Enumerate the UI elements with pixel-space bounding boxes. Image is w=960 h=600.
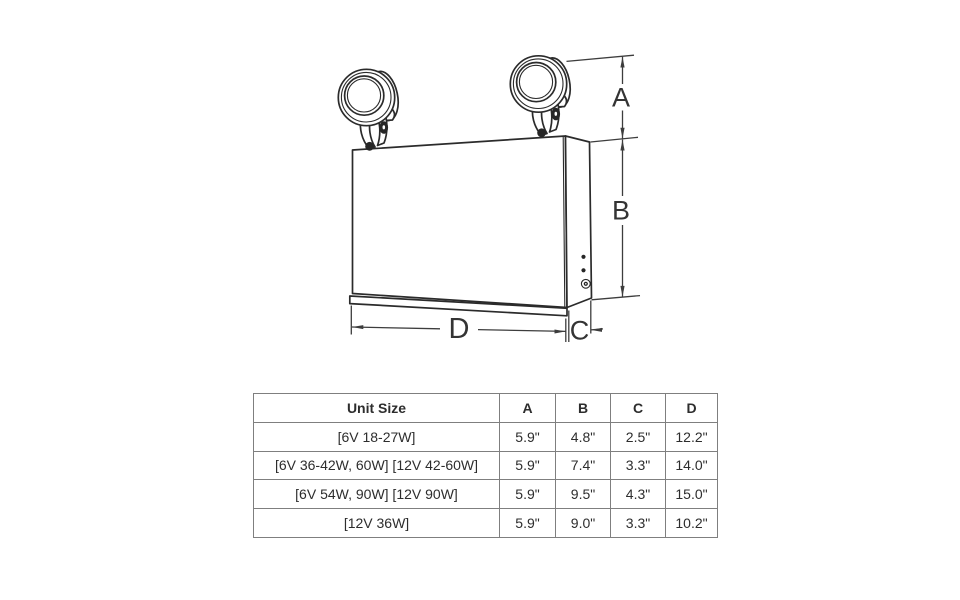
dimension-value-cell: 12.2" bbox=[666, 422, 718, 451]
yoke-knob-highlight bbox=[555, 112, 558, 116]
battery-box bbox=[350, 136, 592, 316]
unit-size-cell: [6V 18-27W] bbox=[254, 422, 500, 451]
dimension-value-cell: 10.2" bbox=[666, 509, 718, 538]
ext-line-box-top bbox=[591, 137, 639, 142]
arrowhead bbox=[555, 330, 566, 334]
lamp-head-left bbox=[338, 69, 402, 151]
dimension-b bbox=[612, 140, 630, 297]
unit-size-cell: [12V 36W] bbox=[254, 509, 500, 538]
ext-line-box-bottom bbox=[592, 296, 641, 300]
dimension-value-cell: 5.9" bbox=[500, 422, 556, 451]
dimension-value-cell: 4.8" bbox=[556, 422, 611, 451]
unit-size-table-wrap bbox=[253, 393, 718, 538]
lamp-head-right bbox=[510, 55, 574, 137]
table-row bbox=[254, 509, 718, 538]
yoke-foot bbox=[537, 128, 546, 137]
unit-size-table bbox=[253, 393, 718, 538]
lamp-lens-face bbox=[347, 79, 380, 112]
arrowhead bbox=[352, 325, 363, 329]
dimension-value-cell: 3.3" bbox=[611, 509, 666, 538]
arrowhead bbox=[620, 57, 624, 68]
indicator-led bbox=[581, 255, 585, 259]
column-header-unit-size: Unit Size bbox=[254, 394, 500, 423]
dimension-d bbox=[352, 313, 566, 345]
arrowhead bbox=[620, 286, 624, 297]
dimension-value-cell: 5.9" bbox=[500, 451, 556, 480]
table-row bbox=[254, 451, 718, 480]
dimension-label-d: D bbox=[448, 313, 470, 346]
arrowhead bbox=[620, 128, 624, 139]
column-header-a: A bbox=[500, 394, 556, 423]
table-row bbox=[254, 480, 718, 509]
yoke-knob-highlight bbox=[383, 125, 386, 129]
dimension-value-cell: 4.3" bbox=[611, 480, 666, 509]
arrowhead bbox=[620, 140, 624, 151]
arrowhead bbox=[591, 328, 602, 332]
dimension-a bbox=[612, 57, 630, 139]
dimension-value-cell: 5.9" bbox=[500, 509, 556, 538]
ext-line-lamp-top bbox=[567, 55, 635, 61]
lamp-lens-face bbox=[519, 65, 552, 98]
dimension-value-cell: 14.0" bbox=[666, 451, 718, 480]
dimension-label-a: A bbox=[611, 82, 631, 113]
front-panel bbox=[353, 136, 568, 308]
table-row bbox=[254, 422, 718, 451]
dimension-c bbox=[570, 316, 603, 346]
dimension-value-cell: 2.5" bbox=[611, 422, 666, 451]
table-header-row bbox=[254, 394, 718, 423]
indicator-led bbox=[581, 268, 585, 272]
dimension-value-cell: 5.9" bbox=[500, 480, 556, 509]
dimension-value-cell: 3.3" bbox=[611, 451, 666, 480]
column-header-d: D bbox=[666, 394, 718, 423]
dimension-label-c: C bbox=[569, 315, 590, 346]
yoke-foot bbox=[365, 142, 374, 151]
unit-size-cell: [6V 36-42W, 60W] [12V 42-60W] bbox=[254, 451, 500, 480]
dimension-value-cell: 9.5" bbox=[556, 480, 611, 509]
dimension-value-cell: 15.0" bbox=[666, 480, 718, 509]
unit-size-cell: [6V 54W, 90W] [12V 90W] bbox=[254, 480, 500, 509]
dimension-value-cell: 9.0" bbox=[556, 509, 611, 538]
dimension-label-b: B bbox=[611, 195, 631, 226]
dimension-value-cell: 7.4" bbox=[556, 451, 611, 480]
column-header-c: C bbox=[611, 394, 666, 423]
test-switch bbox=[581, 279, 590, 288]
column-header-b: B bbox=[556, 394, 611, 423]
